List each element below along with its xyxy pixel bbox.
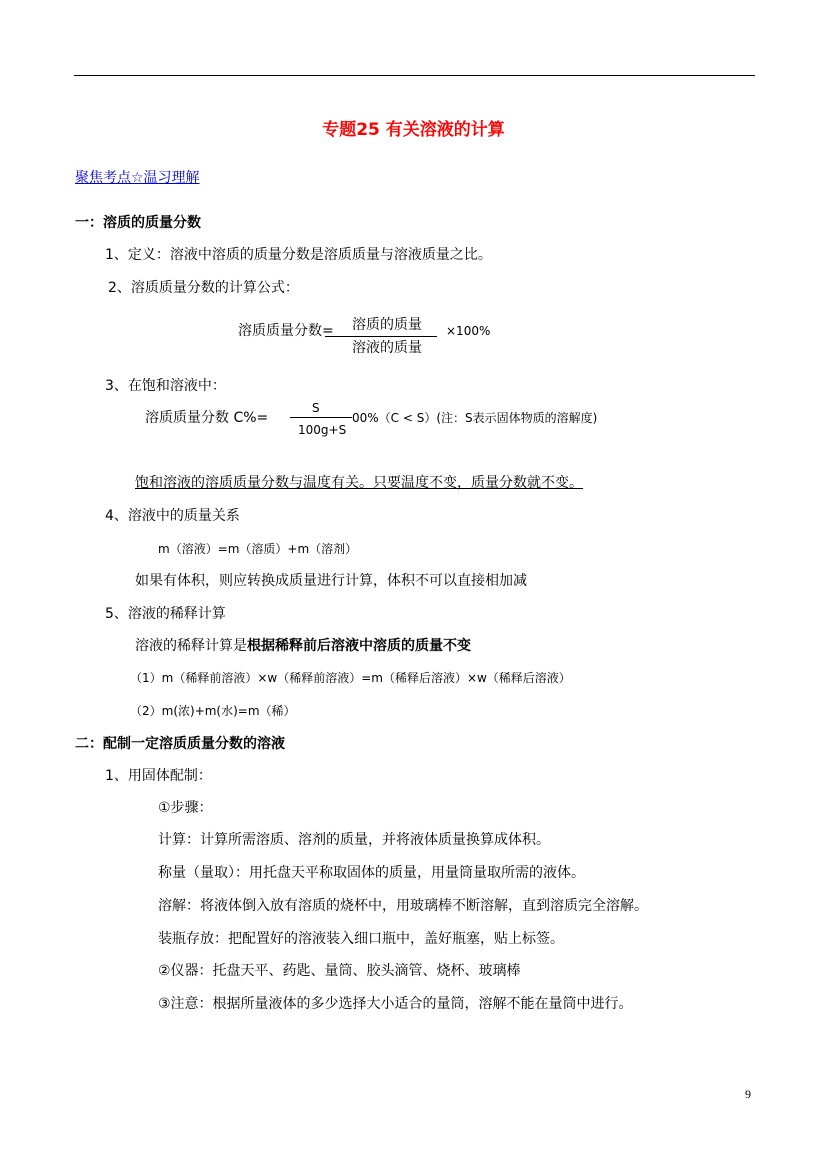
step-weigh: 称量（量取）：用托盘天平称取固体的质量，用量筒量取所需的液体。 [158, 865, 585, 881]
section-heading-2: 二：配制一定溶质质量分数的溶液 [75, 736, 285, 752]
dilution-formula-2: （2）m(浓)+m(水)=m（稀） [130, 704, 296, 718]
dilution-principle-normal: 溶液的稀释计算是 [135, 638, 247, 654]
formula1-numerator: 溶质的质量 [352, 317, 422, 333]
instruments-text: ②仪器：托盘天平、药匙、量筒、胶头滴管、烧杯、玻璃棒 [158, 963, 521, 979]
formula-intro-text: 2、溶质质量分数的计算公式： [108, 280, 299, 296]
page-title: 专题25 有关溶液的计算 [322, 120, 505, 140]
mass-relation-formula: m（溶液）=m（溶质）+m（溶剂） [158, 542, 358, 556]
section-heading-1: 一：溶质的质量分数 [75, 215, 201, 231]
saturated-intro-text: 3、在饱和溶液中： [105, 378, 226, 394]
header-rule [74, 75, 755, 76]
dilution-principle [135, 639, 471, 653]
definition-text: 1、定义：溶液中溶质的质量分数是溶质质量与溶液质量之比。 [105, 247, 492, 263]
step-dissolve: 溶解：将液体倒入放有溶质的烧杯中，用玻璃棒不断溶解，直到溶质完全溶解。 [158, 898, 648, 914]
caution-text: ③注意：根据所量液体的多少选择大小适合的量筒，溶解不能在量筒中进行。 [158, 996, 633, 1012]
dilution-principle-bold: 根据稀释前后溶液中溶质的质量不变 [247, 638, 471, 654]
dilution-heading: 5、溶液的稀释计算 [105, 606, 226, 622]
volume-note: 如果有体积，则应转换成质量进行计算，体积不可以直接相加减 [135, 573, 527, 589]
section-link[interactable]: 聚焦考点☆温习理解 [75, 170, 200, 186]
formula1-denominator: 溶液的质量 [352, 340, 422, 356]
formula2-numerator: S [312, 401, 320, 415]
formula2-rhs: 00%（C < S）(注：S表示固体物质的溶解度) [352, 411, 598, 425]
steps-label: ①步骤： [158, 800, 213, 816]
dilution-formula-1: （1）m（稀释前溶液）×w（稀释前溶液）=m（稀释后溶液）×w（稀释后溶液） [130, 671, 571, 685]
solid-prep-heading: 1、用固体配制： [105, 768, 212, 784]
mass-relation-heading: 4、溶液中的质量关系 [105, 508, 240, 524]
formula1-lhs: 溶质质量分数= [238, 323, 334, 339]
formula2-lhs: 溶质质量分数 C%= [145, 410, 269, 426]
step-store: 装瓶存放：把配置好的溶液装入细口瓶中，盖好瓶塞，贴上标签。 [158, 931, 564, 947]
formula2-fraction-bar [290, 417, 352, 418]
saturated-note: 饱和溶液的溶质质量分数与温度有关。只要温度不变，质量分数就不变。 [135, 475, 583, 491]
page-number: 9 [745, 1087, 751, 1101]
step-calculate: 计算：计算所需溶质、溶剂的质量，并将液体质量换算成体积。 [158, 832, 550, 848]
formula2-denominator: 100g+S [298, 423, 347, 437]
formula1-rhs: ×100% [446, 324, 491, 338]
formula1-fraction-bar [325, 336, 437, 337]
